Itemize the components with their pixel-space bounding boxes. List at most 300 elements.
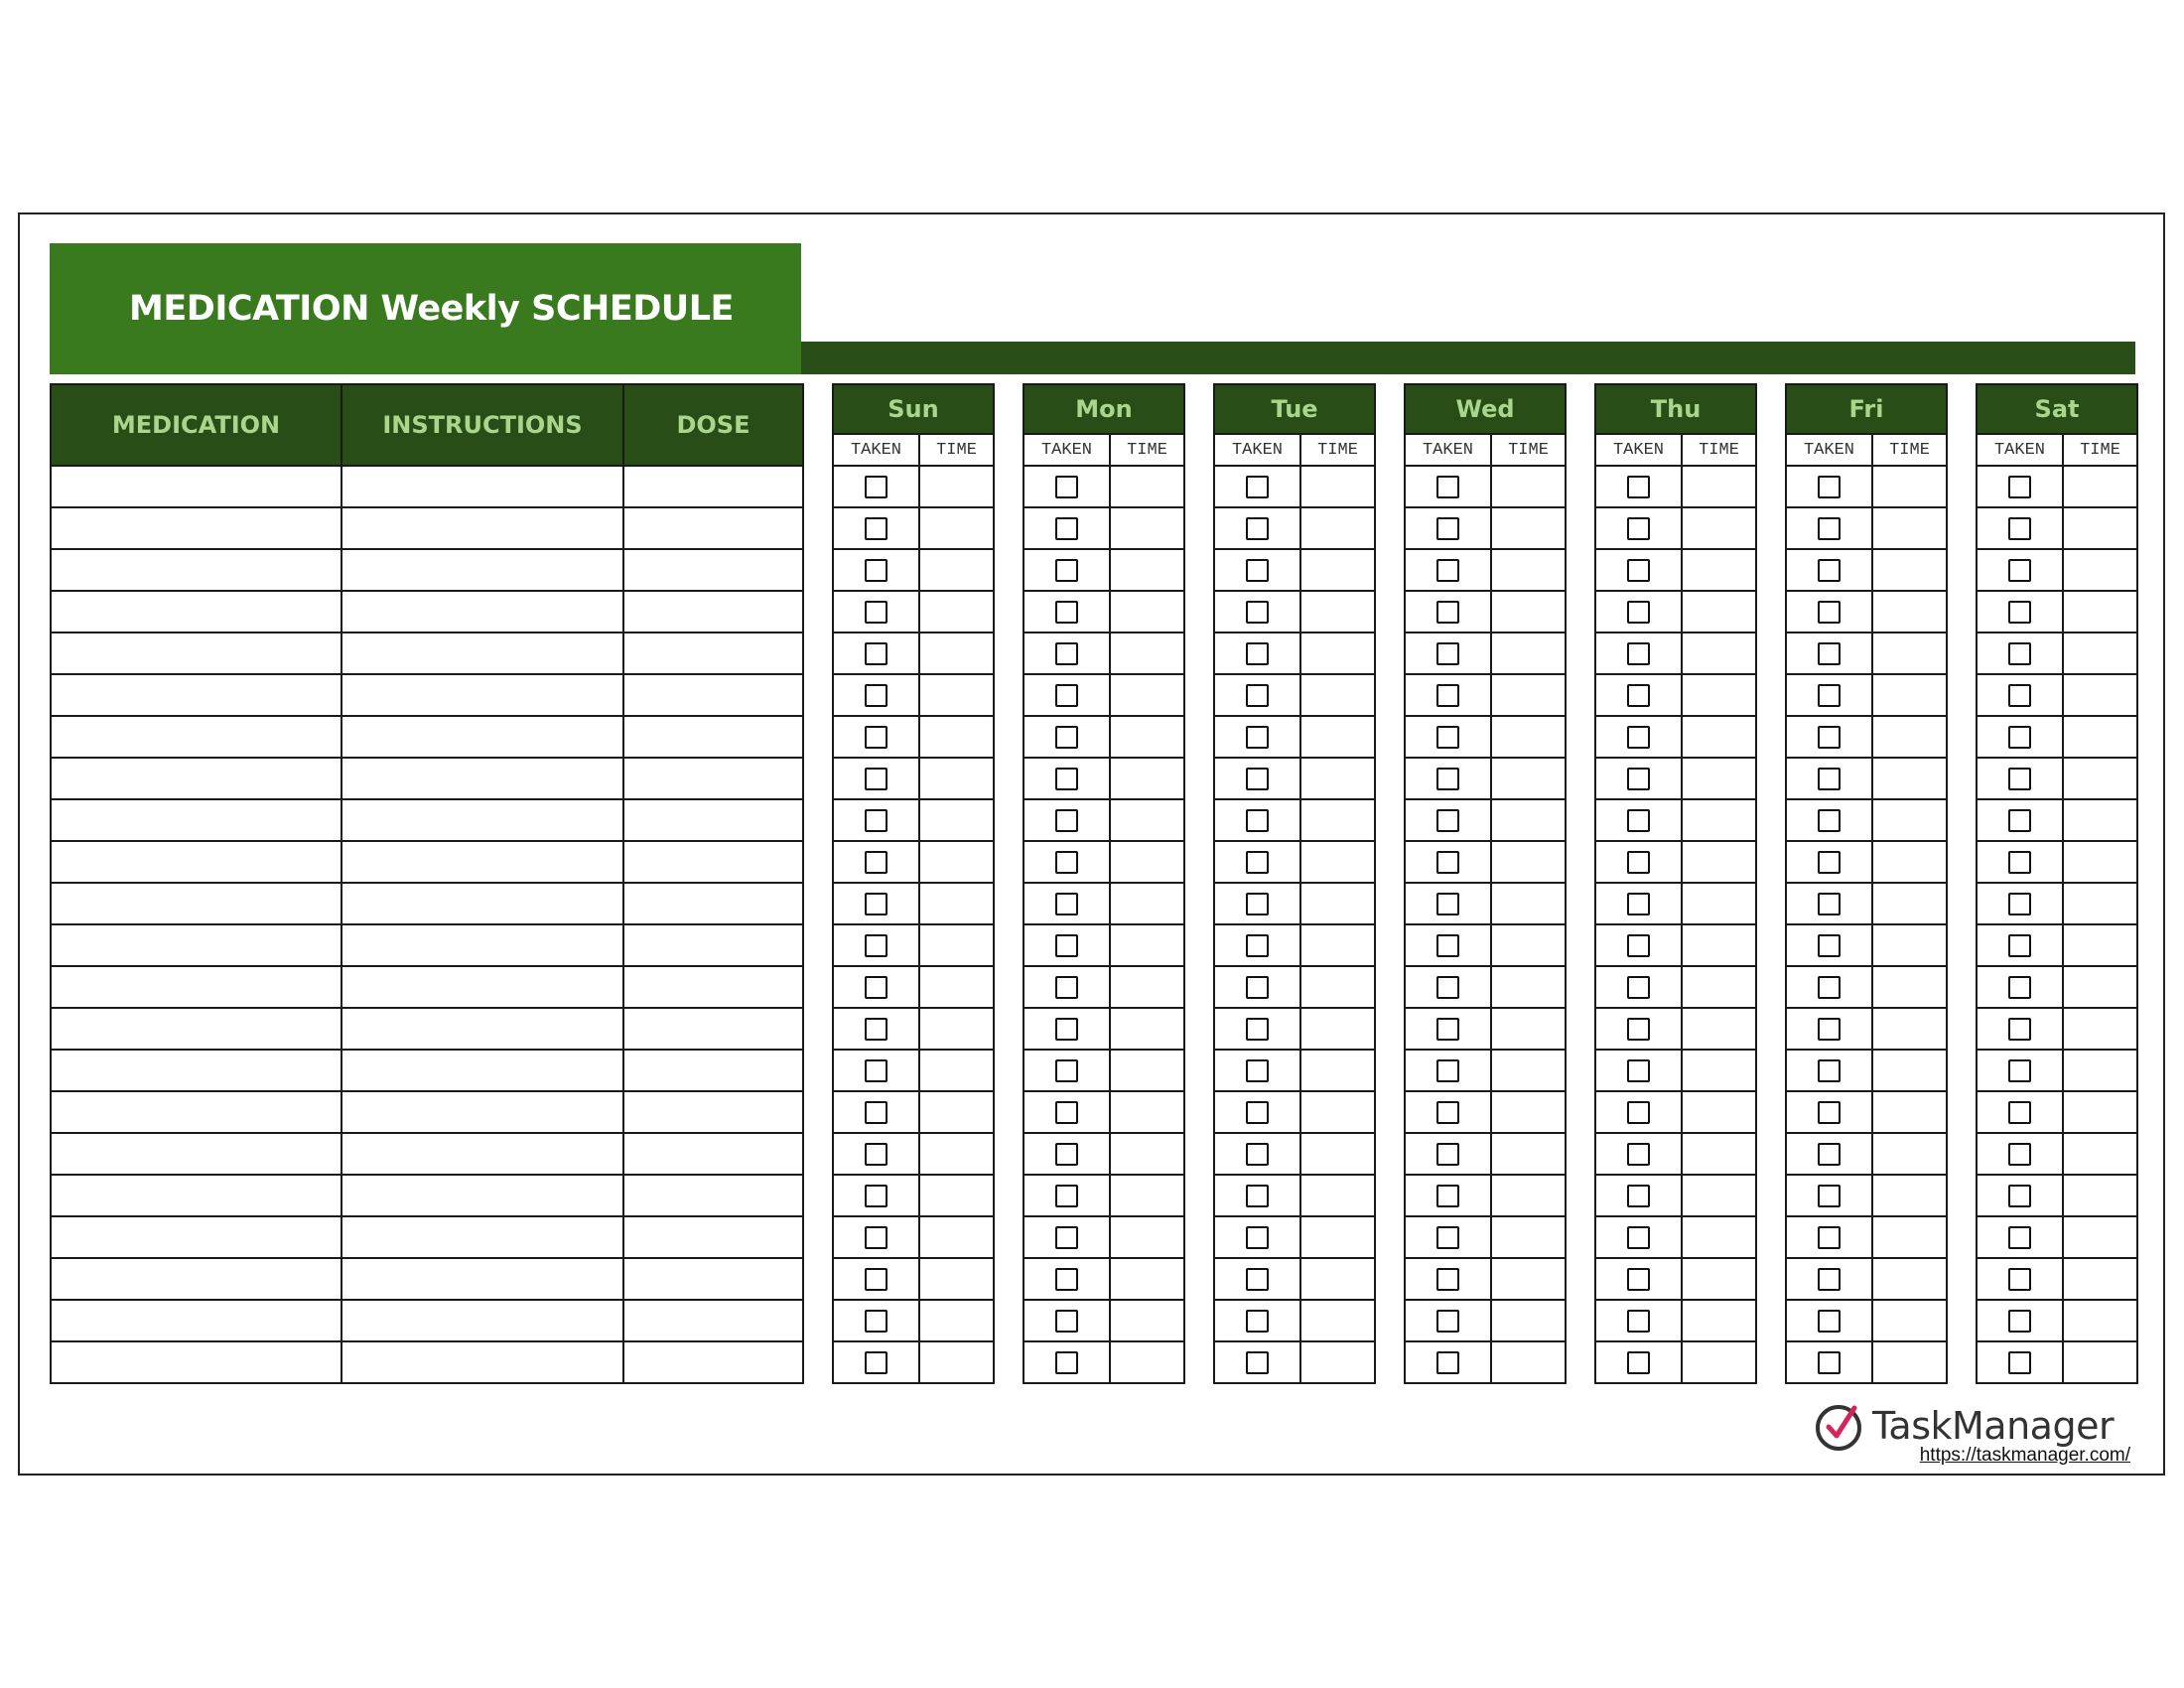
taken-checkbox[interactable] xyxy=(1055,893,1078,915)
time-cell[interactable] xyxy=(1110,758,1184,799)
time-cell[interactable] xyxy=(2063,591,2137,633)
taken-checkbox[interactable] xyxy=(1627,851,1650,874)
time-cell[interactable] xyxy=(1682,758,1756,799)
taken-checkbox[interactable] xyxy=(1818,601,1841,624)
taken-checkbox[interactable] xyxy=(1055,726,1078,749)
time-cell[interactable] xyxy=(1110,466,1184,507)
time-cell[interactable] xyxy=(919,466,994,507)
time-cell[interactable] xyxy=(919,1300,994,1341)
time-cell[interactable] xyxy=(1682,466,1756,507)
time-cell[interactable] xyxy=(919,799,994,841)
taken-checkbox[interactable] xyxy=(2008,476,2031,498)
time-cell[interactable] xyxy=(1300,966,1375,1008)
taken-checkbox[interactable] xyxy=(2008,893,2031,915)
medication-cell[interactable] xyxy=(51,758,341,799)
taken-checkbox[interactable] xyxy=(865,768,887,790)
time-cell[interactable] xyxy=(1491,633,1566,674)
dose-cell[interactable] xyxy=(623,1258,803,1300)
taken-checkbox[interactable] xyxy=(865,1226,887,1249)
taken-checkbox[interactable] xyxy=(1055,1101,1078,1124)
time-cell[interactable] xyxy=(1682,1091,1756,1133)
taken-checkbox[interactable] xyxy=(1627,517,1650,540)
taken-checkbox[interactable] xyxy=(1627,809,1650,832)
taken-checkbox[interactable] xyxy=(1246,1059,1269,1082)
taken-checkbox[interactable] xyxy=(1055,809,1078,832)
time-cell[interactable] xyxy=(2063,1008,2137,1050)
time-cell[interactable] xyxy=(1682,716,1756,758)
time-cell[interactable] xyxy=(1110,1216,1184,1258)
taken-checkbox[interactable] xyxy=(1055,517,1078,540)
instructions-cell[interactable] xyxy=(341,1091,623,1133)
time-cell[interactable] xyxy=(1110,549,1184,591)
time-cell[interactable] xyxy=(1872,758,1947,799)
taken-checkbox[interactable] xyxy=(865,1059,887,1082)
taken-checkbox[interactable] xyxy=(1627,934,1650,957)
time-cell[interactable] xyxy=(1872,924,1947,966)
dose-cell[interactable] xyxy=(623,1050,803,1091)
time-cell[interactable] xyxy=(919,1050,994,1091)
medication-cell[interactable] xyxy=(51,674,341,716)
brand-url-link[interactable]: https://taskmanager.com/ xyxy=(1919,1445,2130,1466)
taken-checkbox[interactable] xyxy=(2008,1101,2031,1124)
time-cell[interactable] xyxy=(1110,1175,1184,1216)
time-cell[interactable] xyxy=(1872,1300,1947,1341)
time-cell[interactable] xyxy=(1682,1175,1756,1216)
medication-cell[interactable] xyxy=(51,841,341,883)
time-cell[interactable] xyxy=(1491,674,1566,716)
dose-cell[interactable] xyxy=(623,924,803,966)
taken-checkbox[interactable] xyxy=(1436,1018,1459,1041)
time-cell[interactable] xyxy=(1300,1216,1375,1258)
taken-checkbox[interactable] xyxy=(1055,476,1078,498)
taken-checkbox[interactable] xyxy=(2008,768,2031,790)
taken-checkbox[interactable] xyxy=(1055,1018,1078,1041)
taken-checkbox[interactable] xyxy=(1818,1351,1841,1374)
time-cell[interactable] xyxy=(2063,1133,2137,1175)
time-cell[interactable] xyxy=(1491,924,1566,966)
time-cell[interactable] xyxy=(1872,1133,1947,1175)
taken-checkbox[interactable] xyxy=(865,1351,887,1374)
time-cell[interactable] xyxy=(2063,1091,2137,1133)
time-cell[interactable] xyxy=(1300,1341,1375,1383)
taken-checkbox[interactable] xyxy=(1818,893,1841,915)
dose-cell[interactable] xyxy=(623,674,803,716)
dose-cell[interactable] xyxy=(623,1133,803,1175)
taken-checkbox[interactable] xyxy=(865,684,887,707)
taken-checkbox[interactable] xyxy=(1818,768,1841,790)
time-cell[interactable] xyxy=(919,507,994,549)
taken-checkbox[interactable] xyxy=(1436,601,1459,624)
time-cell[interactable] xyxy=(1491,1008,1566,1050)
time-cell[interactable] xyxy=(1682,924,1756,966)
taken-checkbox[interactable] xyxy=(1246,976,1269,999)
time-cell[interactable] xyxy=(1872,591,1947,633)
time-cell[interactable] xyxy=(1872,507,1947,549)
taken-checkbox[interactable] xyxy=(1818,559,1841,582)
time-cell[interactable] xyxy=(1872,1341,1947,1383)
taken-checkbox[interactable] xyxy=(2008,1018,2031,1041)
taken-checkbox[interactable] xyxy=(1055,1351,1078,1374)
taken-checkbox[interactable] xyxy=(865,559,887,582)
taken-checkbox[interactable] xyxy=(2008,726,2031,749)
taken-checkbox[interactable] xyxy=(1818,1018,1841,1041)
time-cell[interactable] xyxy=(1682,674,1756,716)
instructions-cell[interactable] xyxy=(341,507,623,549)
instructions-cell[interactable] xyxy=(341,799,623,841)
taken-checkbox[interactable] xyxy=(865,934,887,957)
taken-checkbox[interactable] xyxy=(1818,1059,1841,1082)
taken-checkbox[interactable] xyxy=(865,851,887,874)
taken-checkbox[interactable] xyxy=(1818,1185,1841,1207)
medication-cell[interactable] xyxy=(51,1258,341,1300)
time-cell[interactable] xyxy=(1110,1091,1184,1133)
time-cell[interactable] xyxy=(1110,799,1184,841)
taken-checkbox[interactable] xyxy=(1436,1310,1459,1333)
taken-checkbox[interactable] xyxy=(1436,976,1459,999)
medication-cell[interactable] xyxy=(51,1341,341,1383)
time-cell[interactable] xyxy=(2063,1216,2137,1258)
taken-checkbox[interactable] xyxy=(1818,726,1841,749)
taken-checkbox[interactable] xyxy=(1627,1143,1650,1166)
time-cell[interactable] xyxy=(919,1091,994,1133)
taken-checkbox[interactable] xyxy=(865,517,887,540)
time-cell[interactable] xyxy=(1300,674,1375,716)
taken-checkbox[interactable] xyxy=(1055,559,1078,582)
taken-checkbox[interactable] xyxy=(2008,684,2031,707)
time-cell[interactable] xyxy=(1110,966,1184,1008)
time-cell[interactable] xyxy=(919,633,994,674)
time-cell[interactable] xyxy=(1300,716,1375,758)
time-cell[interactable] xyxy=(1300,799,1375,841)
taken-checkbox[interactable] xyxy=(1436,476,1459,498)
taken-checkbox[interactable] xyxy=(2008,642,2031,665)
medication-cell[interactable] xyxy=(51,1175,341,1216)
instructions-cell[interactable] xyxy=(341,1008,623,1050)
time-cell[interactable] xyxy=(919,1175,994,1216)
instructions-cell[interactable] xyxy=(341,758,623,799)
time-cell[interactable] xyxy=(1491,883,1566,924)
time-cell[interactable] xyxy=(1872,674,1947,716)
time-cell[interactable] xyxy=(1110,633,1184,674)
medication-cell[interactable] xyxy=(51,924,341,966)
taken-checkbox[interactable] xyxy=(865,601,887,624)
taken-checkbox[interactable] xyxy=(1627,1351,1650,1374)
taken-checkbox[interactable] xyxy=(1246,684,1269,707)
taken-checkbox[interactable] xyxy=(1055,601,1078,624)
medication-cell[interactable] xyxy=(51,883,341,924)
taken-checkbox[interactable] xyxy=(1818,1226,1841,1249)
taken-checkbox[interactable] xyxy=(2008,851,2031,874)
time-cell[interactable] xyxy=(1110,1050,1184,1091)
time-cell[interactable] xyxy=(1491,507,1566,549)
time-cell[interactable] xyxy=(1491,549,1566,591)
time-cell[interactable] xyxy=(1110,883,1184,924)
medication-cell[interactable] xyxy=(51,1133,341,1175)
taken-checkbox[interactable] xyxy=(1246,768,1269,790)
time-cell[interactable] xyxy=(1110,1008,1184,1050)
time-cell[interactable] xyxy=(2063,633,2137,674)
taken-checkbox[interactable] xyxy=(1627,976,1650,999)
taken-checkbox[interactable] xyxy=(2008,601,2031,624)
time-cell[interactable] xyxy=(1110,716,1184,758)
taken-checkbox[interactable] xyxy=(1055,768,1078,790)
time-cell[interactable] xyxy=(1682,1050,1756,1091)
time-cell[interactable] xyxy=(1491,1091,1566,1133)
time-cell[interactable] xyxy=(1491,1050,1566,1091)
taken-checkbox[interactable] xyxy=(1627,893,1650,915)
time-cell[interactable] xyxy=(1491,716,1566,758)
taken-checkbox[interactable] xyxy=(865,1143,887,1166)
time-cell[interactable] xyxy=(2063,674,2137,716)
taken-checkbox[interactable] xyxy=(1246,893,1269,915)
instructions-cell[interactable] xyxy=(341,1216,623,1258)
taken-checkbox[interactable] xyxy=(2008,1268,2031,1291)
instructions-cell[interactable] xyxy=(341,1300,623,1341)
time-cell[interactable] xyxy=(919,1216,994,1258)
time-cell[interactable] xyxy=(1300,591,1375,633)
time-cell[interactable] xyxy=(1300,549,1375,591)
taken-checkbox[interactable] xyxy=(865,726,887,749)
taken-checkbox[interactable] xyxy=(2008,976,2031,999)
taken-checkbox[interactable] xyxy=(1436,809,1459,832)
time-cell[interactable] xyxy=(1491,591,1566,633)
time-cell[interactable] xyxy=(2063,1300,2137,1341)
taken-checkbox[interactable] xyxy=(1246,517,1269,540)
dose-cell[interactable] xyxy=(623,591,803,633)
taken-checkbox[interactable] xyxy=(2008,517,2031,540)
taken-checkbox[interactable] xyxy=(1055,1226,1078,1249)
taken-checkbox[interactable] xyxy=(2008,1059,2031,1082)
taken-checkbox[interactable] xyxy=(1246,642,1269,665)
dose-cell[interactable] xyxy=(623,758,803,799)
time-cell[interactable] xyxy=(1491,1216,1566,1258)
taken-checkbox[interactable] xyxy=(1436,1185,1459,1207)
taken-checkbox[interactable] xyxy=(865,1018,887,1041)
dose-cell[interactable] xyxy=(623,799,803,841)
taken-checkbox[interactable] xyxy=(1055,934,1078,957)
taken-checkbox[interactable] xyxy=(1246,1101,1269,1124)
taken-checkbox[interactable] xyxy=(1436,1226,1459,1249)
taken-checkbox[interactable] xyxy=(1627,601,1650,624)
taken-checkbox[interactable] xyxy=(1818,851,1841,874)
time-cell[interactable] xyxy=(1300,1175,1375,1216)
time-cell[interactable] xyxy=(1872,549,1947,591)
time-cell[interactable] xyxy=(1872,1175,1947,1216)
instructions-cell[interactable] xyxy=(341,1133,623,1175)
taken-checkbox[interactable] xyxy=(1055,1185,1078,1207)
time-cell[interactable] xyxy=(1682,1008,1756,1050)
taken-checkbox[interactable] xyxy=(1627,1059,1650,1082)
instructions-cell[interactable] xyxy=(341,1258,623,1300)
medication-cell[interactable] xyxy=(51,591,341,633)
taken-checkbox[interactable] xyxy=(1818,517,1841,540)
time-cell[interactable] xyxy=(1682,799,1756,841)
time-cell[interactable] xyxy=(919,1133,994,1175)
medication-cell[interactable] xyxy=(51,1008,341,1050)
time-cell[interactable] xyxy=(1300,633,1375,674)
taken-checkbox[interactable] xyxy=(1436,642,1459,665)
time-cell[interactable] xyxy=(1110,1341,1184,1383)
time-cell[interactable] xyxy=(919,758,994,799)
dose-cell[interactable] xyxy=(623,633,803,674)
time-cell[interactable] xyxy=(1872,966,1947,1008)
time-cell[interactable] xyxy=(1110,924,1184,966)
taken-checkbox[interactable] xyxy=(1055,976,1078,999)
time-cell[interactable] xyxy=(1682,1300,1756,1341)
taken-checkbox[interactable] xyxy=(1055,642,1078,665)
taken-checkbox[interactable] xyxy=(1818,809,1841,832)
instructions-cell[interactable] xyxy=(341,1175,623,1216)
instructions-cell[interactable] xyxy=(341,549,623,591)
taken-checkbox[interactable] xyxy=(1246,1351,1269,1374)
medication-cell[interactable] xyxy=(51,1050,341,1091)
taken-checkbox[interactable] xyxy=(865,1185,887,1207)
time-cell[interactable] xyxy=(1872,1091,1947,1133)
taken-checkbox[interactable] xyxy=(1246,1143,1269,1166)
time-cell[interactable] xyxy=(1300,1050,1375,1091)
medication-cell[interactable] xyxy=(51,633,341,674)
taken-checkbox[interactable] xyxy=(1436,1101,1459,1124)
taken-checkbox[interactable] xyxy=(1627,559,1650,582)
taken-checkbox[interactable] xyxy=(1627,684,1650,707)
instructions-cell[interactable] xyxy=(341,966,623,1008)
dose-cell[interactable] xyxy=(623,716,803,758)
instructions-cell[interactable] xyxy=(341,633,623,674)
taken-checkbox[interactable] xyxy=(1246,726,1269,749)
taken-checkbox[interactable] xyxy=(1246,1268,1269,1291)
taken-checkbox[interactable] xyxy=(1246,559,1269,582)
dose-cell[interactable] xyxy=(623,841,803,883)
taken-checkbox[interactable] xyxy=(1246,1185,1269,1207)
taken-checkbox[interactable] xyxy=(865,1310,887,1333)
time-cell[interactable] xyxy=(1300,1008,1375,1050)
time-cell[interactable] xyxy=(1872,1216,1947,1258)
time-cell[interactable] xyxy=(919,1008,994,1050)
dose-cell[interactable] xyxy=(623,549,803,591)
taken-checkbox[interactable] xyxy=(1627,642,1650,665)
instructions-cell[interactable] xyxy=(341,883,623,924)
taken-checkbox[interactable] xyxy=(1627,726,1650,749)
taken-checkbox[interactable] xyxy=(2008,934,2031,957)
time-cell[interactable] xyxy=(919,716,994,758)
medication-cell[interactable] xyxy=(51,1300,341,1341)
time-cell[interactable] xyxy=(1872,1050,1947,1091)
taken-checkbox[interactable] xyxy=(1627,1101,1650,1124)
time-cell[interactable] xyxy=(1110,1300,1184,1341)
taken-checkbox[interactable] xyxy=(1246,601,1269,624)
time-cell[interactable] xyxy=(2063,758,2137,799)
taken-checkbox[interactable] xyxy=(1627,1310,1650,1333)
dose-cell[interactable] xyxy=(623,1216,803,1258)
medication-cell[interactable] xyxy=(51,549,341,591)
taken-checkbox[interactable] xyxy=(1055,1143,1078,1166)
time-cell[interactable] xyxy=(2063,1175,2137,1216)
time-cell[interactable] xyxy=(1300,758,1375,799)
taken-checkbox[interactable] xyxy=(2008,1310,2031,1333)
taken-checkbox[interactable] xyxy=(1818,684,1841,707)
time-cell[interactable] xyxy=(2063,1050,2137,1091)
taken-checkbox[interactable] xyxy=(1818,1143,1841,1166)
taken-checkbox[interactable] xyxy=(865,642,887,665)
time-cell[interactable] xyxy=(919,674,994,716)
taken-checkbox[interactable] xyxy=(1246,1310,1269,1333)
taken-checkbox[interactable] xyxy=(865,976,887,999)
taken-checkbox[interactable] xyxy=(1627,476,1650,498)
taken-checkbox[interactable] xyxy=(2008,1185,2031,1207)
time-cell[interactable] xyxy=(919,924,994,966)
time-cell[interactable] xyxy=(919,1341,994,1383)
taken-checkbox[interactable] xyxy=(1818,642,1841,665)
time-cell[interactable] xyxy=(2063,549,2137,591)
taken-checkbox[interactable] xyxy=(1055,851,1078,874)
time-cell[interactable] xyxy=(1682,841,1756,883)
time-cell[interactable] xyxy=(2063,799,2137,841)
time-cell[interactable] xyxy=(1872,633,1947,674)
time-cell[interactable] xyxy=(1110,674,1184,716)
medication-cell[interactable] xyxy=(51,507,341,549)
dose-cell[interactable] xyxy=(623,1341,803,1383)
instructions-cell[interactable] xyxy=(341,924,623,966)
time-cell[interactable] xyxy=(1682,1258,1756,1300)
time-cell[interactable] xyxy=(1682,549,1756,591)
taken-checkbox[interactable] xyxy=(1818,934,1841,957)
taken-checkbox[interactable] xyxy=(1055,1059,1078,1082)
time-cell[interactable] xyxy=(2063,1341,2137,1383)
dose-cell[interactable] xyxy=(623,1300,803,1341)
time-cell[interactable] xyxy=(1300,1300,1375,1341)
taken-checkbox[interactable] xyxy=(865,476,887,498)
taken-checkbox[interactable] xyxy=(2008,1351,2031,1374)
taken-checkbox[interactable] xyxy=(1436,517,1459,540)
taken-checkbox[interactable] xyxy=(1246,1018,1269,1041)
time-cell[interactable] xyxy=(2063,883,2137,924)
instructions-cell[interactable] xyxy=(341,466,623,507)
medication-cell[interactable] xyxy=(51,716,341,758)
time-cell[interactable] xyxy=(1300,883,1375,924)
taken-checkbox[interactable] xyxy=(865,1268,887,1291)
taken-checkbox[interactable] xyxy=(1246,809,1269,832)
taken-checkbox[interactable] xyxy=(1436,768,1459,790)
time-cell[interactable] xyxy=(1300,466,1375,507)
time-cell[interactable] xyxy=(1110,1133,1184,1175)
taken-checkbox[interactable] xyxy=(1436,559,1459,582)
taken-checkbox[interactable] xyxy=(2008,1226,2031,1249)
dose-cell[interactable] xyxy=(623,966,803,1008)
time-cell[interactable] xyxy=(1682,591,1756,633)
time-cell[interactable] xyxy=(2063,507,2137,549)
time-cell[interactable] xyxy=(1491,1341,1566,1383)
taken-checkbox[interactable] xyxy=(2008,559,2031,582)
taken-checkbox[interactable] xyxy=(1055,1310,1078,1333)
medication-cell[interactable] xyxy=(51,1216,341,1258)
instructions-cell[interactable] xyxy=(341,591,623,633)
taken-checkbox[interactable] xyxy=(1436,1059,1459,1082)
taken-checkbox[interactable] xyxy=(1246,934,1269,957)
dose-cell[interactable] xyxy=(623,1175,803,1216)
time-cell[interactable] xyxy=(919,966,994,1008)
medication-cell[interactable] xyxy=(51,466,341,507)
taken-checkbox[interactable] xyxy=(1436,1143,1459,1166)
time-cell[interactable] xyxy=(1300,1091,1375,1133)
time-cell[interactable] xyxy=(1872,883,1947,924)
time-cell[interactable] xyxy=(1491,966,1566,1008)
taken-checkbox[interactable] xyxy=(1055,1268,1078,1291)
taken-checkbox[interactable] xyxy=(2008,809,2031,832)
time-cell[interactable] xyxy=(2063,841,2137,883)
time-cell[interactable] xyxy=(1300,1133,1375,1175)
time-cell[interactable] xyxy=(1491,1175,1566,1216)
time-cell[interactable] xyxy=(1872,799,1947,841)
